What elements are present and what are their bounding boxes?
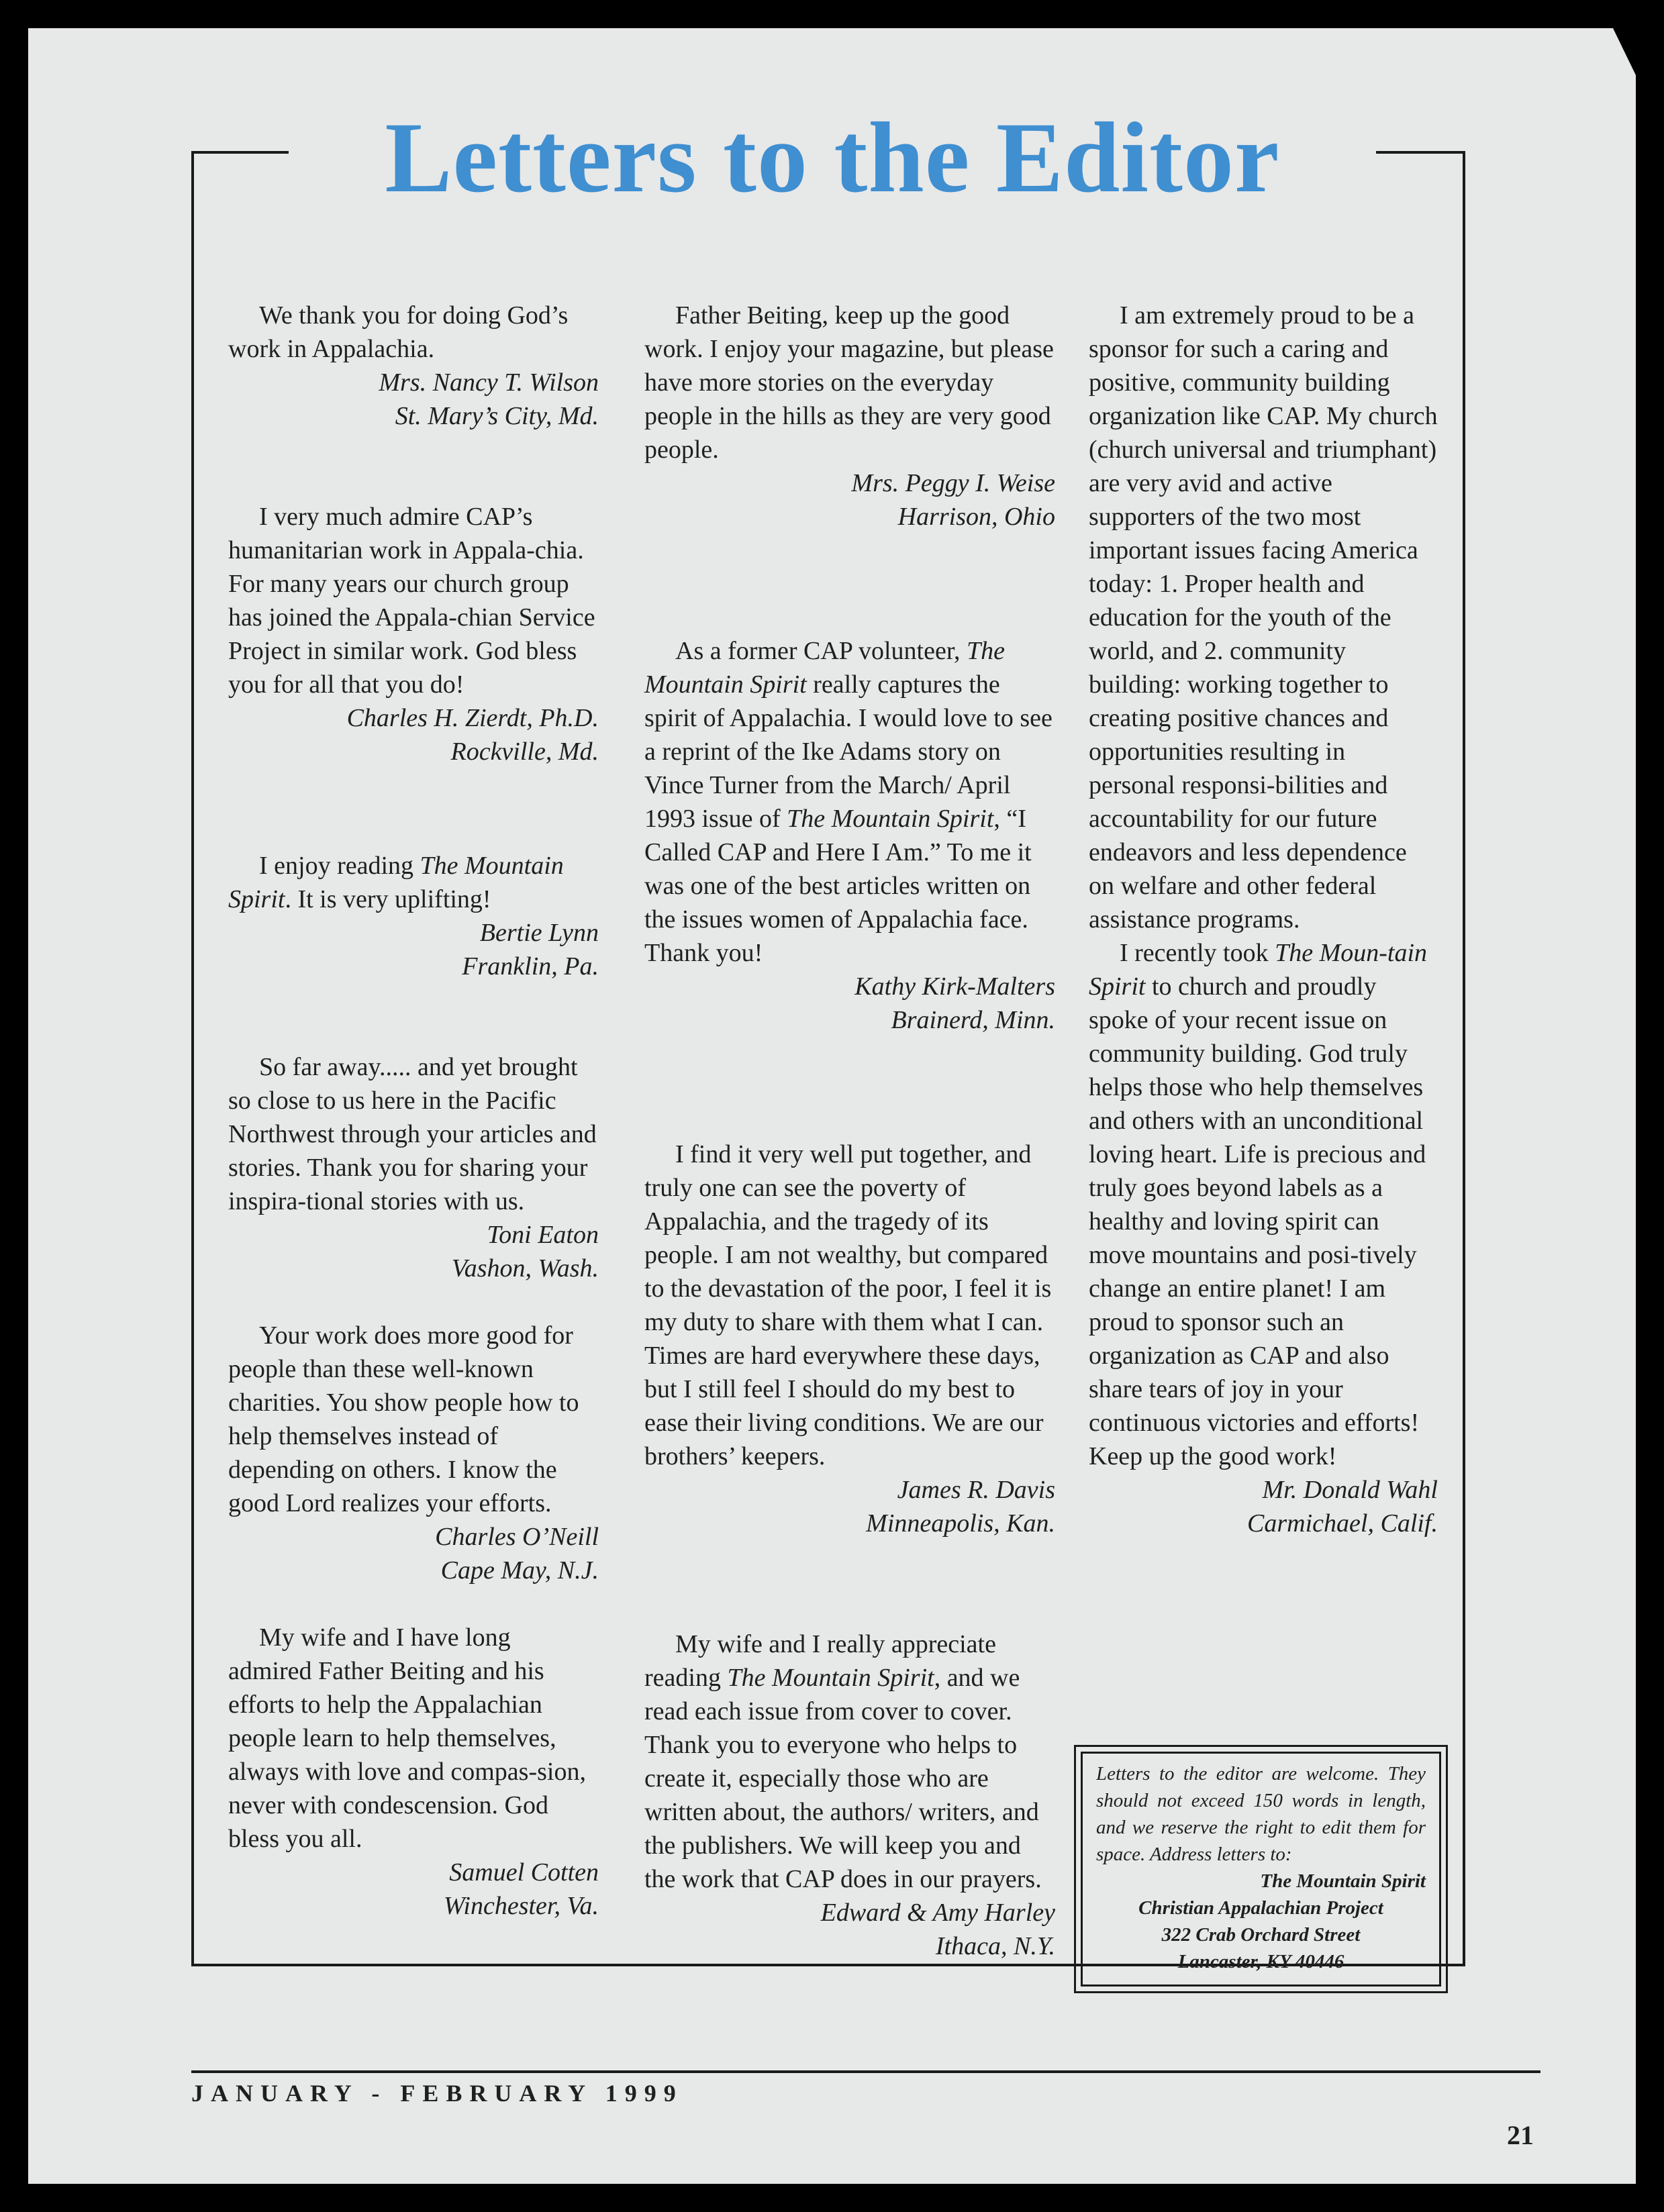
magazine-title: The Moun-tain Spirit xyxy=(1089,939,1428,1001)
letter-text: As a former CAP volunteer, xyxy=(675,637,967,665)
letter-author: Samuel Cotten xyxy=(449,1858,599,1887)
letter-davis xyxy=(644,1138,1055,1540)
page-number: 21 xyxy=(1507,2120,1534,2150)
letter-harley xyxy=(644,1627,1055,1963)
letter-weise xyxy=(644,299,1055,534)
page-corner-fold xyxy=(1613,28,1636,75)
letter-text: . It is very uplifting! xyxy=(285,885,491,913)
letter-location: Vashon, Wash. xyxy=(451,1254,599,1283)
letter-author: Charles O’Neill xyxy=(435,1523,599,1551)
letter-author: Toni Eaton xyxy=(487,1221,599,1249)
letter-author: Mrs. Peggy I. Weise xyxy=(851,469,1055,497)
footer-rule xyxy=(191,2070,1540,2073)
letter-author: Edward & Amy Harley xyxy=(820,1899,1055,1927)
letter-body: I very much admire CAP’s humanitarian work in Appala-chia. For many years our church group has joined the Appala-chian Service Project in similar work. God bless you for all that you do! xyxy=(228,503,595,699)
letter-wahl xyxy=(1089,299,1438,1540)
letter-body xyxy=(1089,936,1438,1473)
letter-author: Mr. Donald Wahl xyxy=(1262,1476,1438,1504)
letter-kirk-malters xyxy=(644,634,1055,1037)
notice-address-line: Christian Appalachian Project xyxy=(1138,1897,1383,1919)
letter-text: I recently took xyxy=(1120,939,1275,967)
letter-location: Harrison, Ohio xyxy=(897,503,1055,531)
magazine-title: The Mountain Spirit xyxy=(727,1664,934,1692)
letter-location: Franklin, Pa. xyxy=(462,952,599,981)
letter-location: Ithaca, N.Y. xyxy=(935,1932,1055,1960)
letter-zierdt xyxy=(228,500,599,768)
submission-notice-inner xyxy=(1081,1752,1441,1987)
letter-body: My wife and I have long admired Father Beiting and his efforts to help the Appalachian people learn to help themselves, always with love and compas-sion, never with condescension. God bless you all. xyxy=(228,1623,586,1853)
right-column xyxy=(1089,299,1438,1540)
letter-author: James R. Davis xyxy=(897,1476,1055,1504)
letter-text: , “I Called CAP and Here I Am.” To me it was one of the best articles written on the issues women of Appalachia face. Thank you! xyxy=(644,805,1032,967)
letter-text: I enjoy reading xyxy=(259,852,420,880)
letter-location: St. Mary’s City, Md. xyxy=(395,402,599,430)
notice-address-line: Lancaster, KY 40446 xyxy=(1177,1951,1344,1972)
letter-body xyxy=(644,1627,1055,1896)
notice-address-line: The Mountain Spirit xyxy=(1260,1870,1426,1892)
letter-text: to church and proudly spoke of your recent issue on community building. God truly helps those who help themselves and others with an unconditional loving heart. Life is precious and truly goes beyond labels as a healthy and loving spirit can move mountains and posi-tively change an entire planet! I am proud to sponsor such an organization as CAP and also share tears of joy in your continuous victories and efforts! Keep up the good work! xyxy=(1089,972,1426,1470)
letter-eaton xyxy=(228,1050,599,1285)
submission-notice-box xyxy=(1074,1745,1448,1993)
letter-author: Charles H. Zierdt, Ph.D. xyxy=(346,704,599,732)
letter-body: Your work does more good for people than these well-known charities. You show people how to help themselves instead of depending on others. I know the good Lord realizes your efforts. xyxy=(228,1321,579,1517)
letter-text: really captures the spirit of Appalachia. I would love to see a reprint of the Ike Adams story on Vince Turner from the March/ April 1993 issue of xyxy=(644,670,1053,833)
letter-text: My wife and I really appreciate reading xyxy=(644,1630,996,1692)
magazine-title: The Mountain Spirit xyxy=(787,805,994,833)
letter-body xyxy=(228,849,599,916)
letter-location: Carmichael, Calif. xyxy=(1247,1509,1438,1538)
magazine-title: The Mountain Spirit xyxy=(228,852,564,913)
letter-location: Brainerd, Minn. xyxy=(891,1006,1055,1034)
letter-body xyxy=(644,634,1055,970)
letter-lynn xyxy=(228,849,599,983)
notice-address-line: 322 Crab Orchard Street xyxy=(1161,1924,1361,1946)
page-title: Letters to the Editor xyxy=(385,102,1280,213)
letter-author: Mrs. Nancy T. Wilson xyxy=(379,368,599,397)
magazine-title: The Mountain Spirit xyxy=(644,637,1005,699)
notice-text: Letters to the editor are welcome. They should not exceed 150 words in length, and we reserve the right to edit them for space. Address letters to: xyxy=(1096,1763,1426,1865)
letter-body: I find it very well put together, and truly one can see the poverty of Appalachia, and the tragedy of its people. I am not wealthy, but compared to the devastation of the poor, I feel it is my duty to share with them what I can. Times are hard everywhere these days, but I still feel I should do my best to ease their living conditions. We are our brothers’ keepers. xyxy=(644,1140,1052,1470)
letter-body: I am extremely proud to be a sponsor for such a caring and positive, community building organization like CAP. My church (church universal and triumphant) are very avid and active supporters of the two most important issues facing America today: 1. Proper health and education for the youth of the world, and 2. community building: working together to creating positive chances and opportunities resulting in personal responsi-bilities and accountability for our future endeavors and less dependence on welfare and other federal assistance programs. xyxy=(1089,301,1438,934)
letter-author: Kathy Kirk-Malters xyxy=(854,972,1055,1001)
letter-text: , and we read each issue from cover to cover. Thank you to everyone who helps to create it, especially those who are written about, the authors/ writers, and the publishers. We will keep you and the work that CAP does in our prayers. xyxy=(644,1664,1042,1893)
letter-wilson xyxy=(228,299,599,433)
letter-author: Bertie Lynn xyxy=(479,919,599,947)
left-column xyxy=(228,299,599,1923)
letter-location: Minneapolis, Kan. xyxy=(866,1509,1055,1538)
letter-body: So far away..... and yet brought so close to us here in the Pacific Northwest through your articles and stories. Thank you for sharing your inspira-tional stories with us. xyxy=(228,1053,597,1215)
letter-body: We thank you for doing God’s work in Appalachia. xyxy=(228,301,569,363)
letter-location: Rockville, Md. xyxy=(450,738,599,766)
letter-location: Cape May, N.J. xyxy=(440,1556,599,1585)
letter-cotten xyxy=(228,1621,599,1923)
middle-column xyxy=(644,299,1055,1963)
letter-oneill xyxy=(228,1319,599,1587)
issue-date: JANUARY - FEBRUARY 1999 xyxy=(191,2080,683,2107)
letter-location: Winchester, Va. xyxy=(443,1892,599,1920)
letter-body: Father Beiting, keep up the good work. I enjoy your magazine, but please have more stories on the everyday people in the hills as they are very good people. xyxy=(644,301,1054,464)
